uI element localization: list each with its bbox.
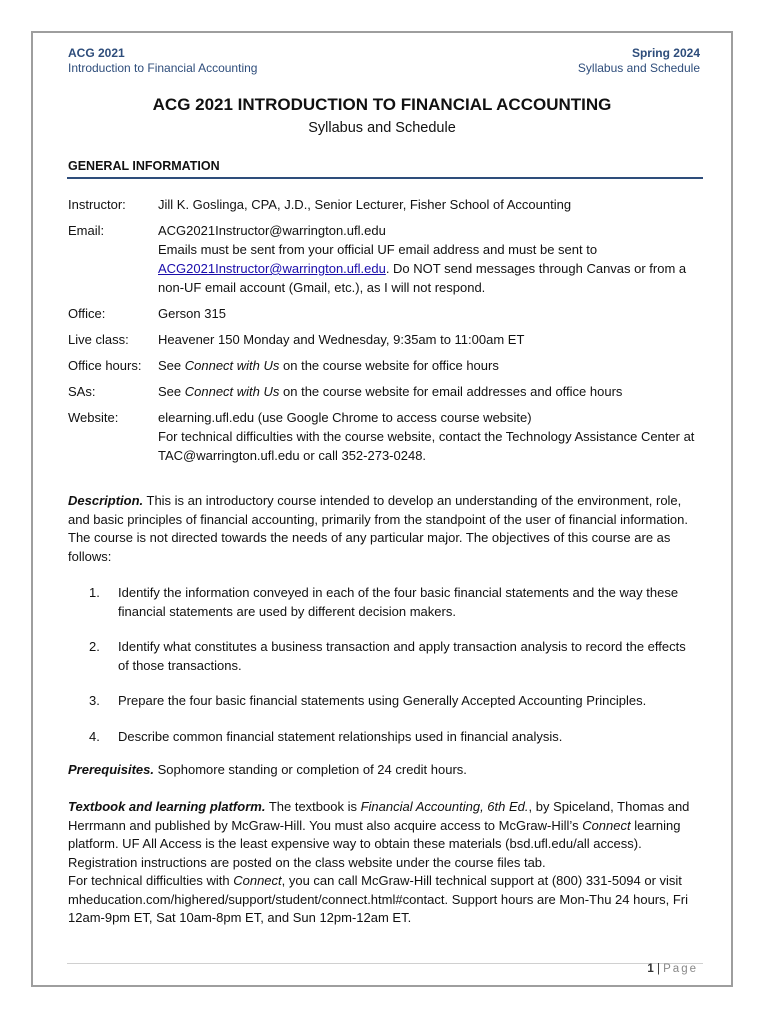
textbook-text: The textbook is [265,799,361,814]
sas-text: See [158,384,185,399]
list-number: 4. [89,728,100,744]
prerequisites-text: Sophomore standing or completion of 24 credit hours. [154,762,467,777]
list-number: 3. [89,693,100,708]
info-label: Office hours: [68,358,142,373]
office-hours-text: See [158,358,185,373]
office-hours-text-2: on the course website for office hours [279,358,499,373]
connect-ref: Connect [582,817,631,833]
header-doc-type: Syllabus and Schedule [577,61,700,75]
prerequisites-paragraph [68,761,698,780]
info-row-instructor [68,195,704,214]
website-value: elearning.ufl.edu (use Google Chrome to access course website) [158,410,532,425]
email-note [158,240,704,297]
page-separator: | [653,963,664,975]
section-heading: GENERAL INFORMATION [68,159,220,173]
header-course-name: Introduction to Financial Accounting [68,61,258,75]
textbook-lead: Textbook and learning platform. [68,799,266,814]
info-row-sas [68,382,704,401]
footer-divider [67,963,703,964]
connect-with-us-ref: Connect with Us [184,384,280,399]
page-number: 1 [647,963,654,975]
office-hours-value [158,356,704,375]
info-label: Instructor: [68,197,126,212]
info-row-office [68,304,704,323]
page-footer [647,963,698,975]
list-text: Describe common financial statement relationships used in financial analysis. [118,728,563,744]
info-label: Office: [68,306,106,321]
description-paragraph [68,492,698,566]
document-title: ACG 2021 INTRODUCTION TO FINANCIAL ACCOUNTING [152,95,612,114]
website-block [158,408,704,465]
info-row-website [68,408,704,465]
list-item [85,638,695,675]
page-word: Page [663,963,698,975]
running-header-left [68,46,257,76]
list-item [85,728,695,747]
connect-with-us-ref: Connect with Us [184,358,280,373]
objectives-list [85,584,695,763]
email-link[interactable]: ACG2021Instructor@warrington.ufl.edu [158,261,386,276]
list-number: 2. [89,639,100,654]
info-row-live-class [68,330,704,349]
list-text: Identify the information conveyed in each of the four basic financial statements and the way these financial statements are used by different decision makers. [118,585,679,619]
textbook-title: Financial Accounting, 6th Ed. [360,799,529,814]
document-page [31,31,733,987]
textbook-text: , by Spiceland, Thomas and Herrmann and published by McGraw-Hill. You must also acquire access to McGraw-Hill’s [68,799,690,833]
connect-ref: Connect [233,873,282,888]
support-text: For technical difficulties with [68,873,234,888]
info-row-office-hours [68,356,704,375]
email-note-text-2: . Do NOT send messages through Canvas or from a non-UF email account (Gmail, etc.), as I will not respond. [158,261,687,295]
prerequisites-lead: Prerequisites. [68,762,154,777]
description-text: This is an introductory course intended to develop an understanding of the environment, role, and basic principles of financial accounting, primarily from the standpoint of the user of financial information. The course is not directed towards the needs of any particular major. The objectives of this course are as follows: [68,493,688,564]
support-text: , you can call McGraw-Hill technical support at (800) 331-5094 or visit mheducation.com/highered/support/student/connect.html#contact. Support hours are Mon-Thu 24 hours, Fri 12am-9pm ET, Sat 10am-8pm ET, and Sun 12pm-12am ET. [68,873,689,925]
list-text: Identify what constitutes a business transaction and apply transaction analysis to record the effects of those transactions. [118,639,686,673]
info-row-email [68,221,704,297]
instructor-value: Jill K. Goslinga, CPA, J.D., Senior Lecturer, Fisher School of Accounting [158,197,572,212]
running-header-right [578,46,700,76]
email-block [158,221,704,297]
list-text: Prepare the four basic financial statements using Generally Accepted Accounting Principles. [118,693,647,708]
header-course-code: ACG 2021 [68,46,125,60]
info-label: Live class: [68,332,129,347]
website-note: For technical difficulties with the course website, contact the Technology Assistance Center at TAC@warrington.ufl.edu or call 352-273-0248. [158,429,695,463]
document-subtitle: Syllabus and Schedule [308,120,456,136]
sas-text-2: on the course website for email addresses and office hours [279,384,623,399]
textbook-paragraph [68,798,698,928]
section-divider [67,177,703,179]
header-term: Spring 2024 [631,46,700,60]
list-item [85,692,695,711]
sas-value [158,382,704,401]
info-label: Email: [68,223,105,238]
description-lead: Description. [68,493,144,508]
list-item [85,584,695,621]
info-label: Website: [68,410,119,425]
email-value: ACG2021Instructor@warrington.ufl.edu [158,223,386,238]
live-class-value: Heavener 150 Monday and Wednesday, 9:35am to 11:00am ET [158,332,525,347]
textbook-text: learning platform. UF All Access is the least expensive way to obtain these materials (bsd.ufl.edu/all access). Registration instructions are posted on the class website under the course files tab. [68,817,681,870]
list-number: 1. [89,585,100,600]
general-info-table [68,195,704,472]
office-value: Gerson 315 [158,306,226,321]
info-label: SAs: [68,384,96,399]
email-note-text: Emails must be sent from your official UF email address and must be sent to [158,242,598,257]
